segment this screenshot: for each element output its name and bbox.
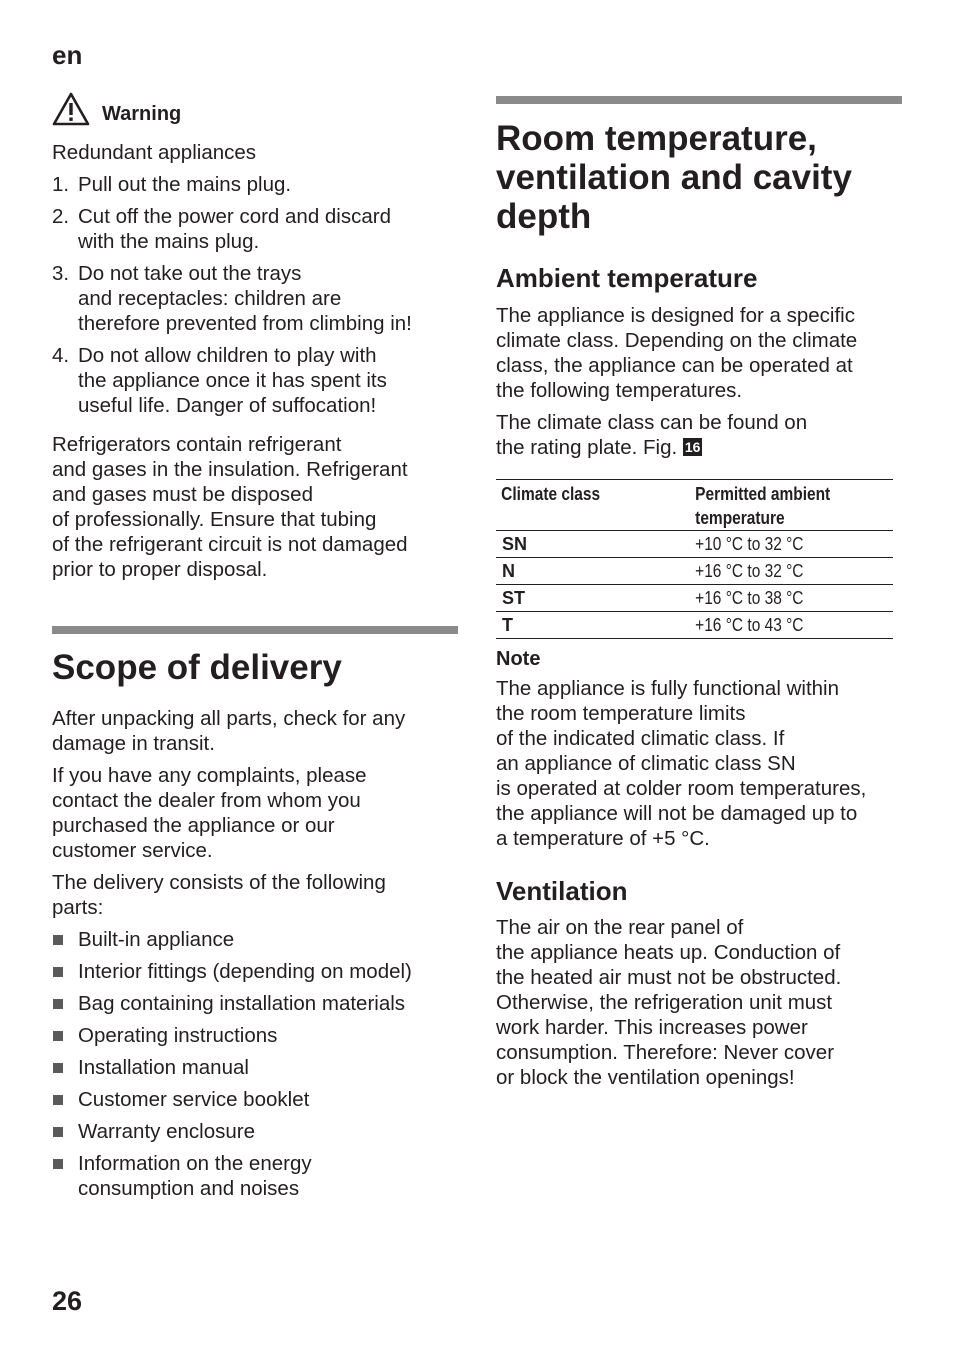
text-line: The appliance is fully functional within: [496, 677, 839, 700]
step-line: and receptacles: children are: [78, 287, 342, 310]
warning-step: [52, 172, 458, 197]
scope-paragraph-3: [52, 870, 458, 920]
climate-class-cell: SN: [502, 534, 528, 554]
step-line: therefore prevented from climbing in!: [78, 312, 412, 335]
text-line: the rating plate. Fig.: [496, 436, 678, 459]
step-line: Do not take out the trays: [78, 262, 302, 285]
text-line: The appliance is designed for a specific: [496, 304, 855, 327]
text-line: customer service.: [52, 839, 213, 862]
ambient-heading: Ambient temperature: [496, 263, 758, 293]
item-text: Operating instructions: [78, 1024, 278, 1047]
ventilation-paragraph: [496, 915, 902, 1090]
right-column: [496, 96, 902, 1090]
list-item: [52, 927, 458, 952]
page-number: 26: [52, 1286, 83, 1316]
table-row: [496, 612, 893, 639]
text-line: is operated at colder room temperatures,: [496, 777, 867, 800]
bullet-square-icon: [53, 1031, 63, 1041]
item-text: Interior fittings (depending on model): [78, 960, 412, 983]
room-title: [496, 119, 902, 236]
language-code: en: [52, 40, 83, 70]
warning-header: [52, 88, 458, 126]
climate-class-table: [496, 479, 893, 639]
left-column: [52, 88, 458, 1208]
warning-step: [52, 204, 458, 254]
temperature-range-cell: +16 °C to 32 °C: [695, 561, 804, 581]
table-row: [496, 585, 893, 612]
column-header-permitted-temperature: [690, 480, 865, 531]
table-header-row: [496, 480, 893, 531]
text-line: parts:: [52, 896, 104, 919]
step-number: 2.: [52, 205, 70, 228]
delivery-parts-list: [52, 927, 458, 1201]
text-line: class, the appliance can be operated at: [496, 354, 853, 377]
text-line: prior to proper disposal.: [52, 558, 268, 581]
note-paragraph: [496, 676, 902, 851]
text-line: an appliance of climatic class SN: [496, 752, 796, 775]
text-line: the appliance heats up. Conduction of: [496, 941, 841, 964]
text-line: of the indicated climatic class. If: [496, 727, 785, 750]
text-line: Otherwise, the refrigeration unit must: [496, 991, 833, 1014]
text-line: the appliance will not be damaged up to: [496, 802, 858, 825]
warning-steps: [52, 172, 458, 418]
list-item: [52, 1119, 458, 1144]
bullet-square-icon: [53, 1095, 63, 1105]
climate-class-cell: ST: [502, 588, 526, 608]
list-item: [52, 1151, 458, 1201]
item-text: Built-in appliance: [78, 928, 235, 951]
step-number: 4.: [52, 344, 70, 367]
text-line: the following temperatures.: [496, 379, 743, 402]
item-text: Information on the energy: [78, 1152, 312, 1175]
scope-paragraph-1: [52, 706, 458, 756]
bullet-square-icon: [53, 1159, 63, 1169]
text-line: and gases must be disposed: [52, 483, 313, 506]
text-line: damage in transit.: [52, 732, 215, 755]
step-line: the appliance once it has spent its: [78, 369, 387, 392]
title-line: Room temperature,: [496, 119, 817, 158]
warning-triangle-icon: [52, 92, 90, 126]
ambient-paragraph-1: [496, 303, 902, 403]
warning-step: [52, 261, 458, 336]
warning-intro: Redundant appliances: [52, 141, 257, 164]
climate-class-cell: N: [502, 561, 515, 581]
text-line: The climate class can be found on: [496, 411, 808, 434]
text-line: a temperature of +5 °C.: [496, 827, 710, 850]
text-line: climate class. Depending on the climate: [496, 329, 858, 352]
text-line: If you have any complaints, please: [52, 764, 367, 787]
text-line: contact the dealer from whom you: [52, 789, 361, 812]
bullet-square-icon: [53, 1063, 63, 1073]
step-line: Pull out the mains plug.: [78, 173, 292, 196]
scope-paragraph-2: [52, 763, 458, 863]
column-header-climate-class: Climate class: [501, 484, 601, 504]
temperature-range-cell: +16 °C to 43 °C: [695, 615, 804, 635]
refrigerant-paragraph: [52, 432, 458, 582]
item-text: Bag containing installation materials: [78, 992, 406, 1015]
ventilation-heading: Ventilation: [496, 876, 628, 906]
text-line: Refrigerators contain refrigerant: [52, 433, 342, 456]
text-line: or block the ventilation openings!: [496, 1066, 795, 1089]
table-row: [496, 531, 893, 558]
bullet-square-icon: [53, 935, 63, 945]
text-line: purchased the appliance or our: [52, 814, 335, 837]
step-line: useful life. Danger of suffocation!: [78, 394, 377, 417]
text-line: and gases in the insulation. Refrigerant: [52, 458, 408, 481]
text-line: of the refrigerant circuit is not damaged: [52, 533, 408, 556]
climate-class-cell: T: [502, 615, 513, 635]
step-number: 3.: [52, 262, 70, 285]
step-number: 1.: [52, 173, 70, 196]
note-label: Note: [496, 648, 541, 670]
item-text: Warranty enclosure: [78, 1120, 255, 1143]
header-line: temperature: [695, 508, 785, 528]
list-item: [52, 1055, 458, 1080]
step-line: Do not allow children to play with: [78, 344, 377, 367]
step-line: with the mains plug.: [78, 230, 260, 253]
text-line: The delivery consists of the following: [52, 871, 386, 894]
text-line: the heated air must not be obstructed.: [496, 966, 842, 989]
text-line: of professionally. Ensure that tubing: [52, 508, 377, 531]
text-line: consumption. Therefore: Never cover: [496, 1041, 835, 1064]
list-item: [52, 959, 458, 984]
table-row: [496, 558, 893, 585]
list-item: [52, 1087, 458, 1112]
warning-step: [52, 343, 458, 418]
ambient-paragraph-2: [496, 410, 902, 460]
header-line: Permitted ambient: [695, 484, 831, 504]
section-divider: [52, 626, 458, 634]
temperature-range-cell: +16 °C to 38 °C: [695, 588, 804, 608]
item-text: Customer service booklet: [78, 1088, 310, 1111]
bullet-square-icon: [53, 1127, 63, 1137]
scope-title: Scope of delivery: [52, 648, 342, 687]
text-line: work harder. This increases power: [496, 1016, 808, 1039]
section-divider: [496, 96, 902, 104]
text-line: the room temperature limits: [496, 702, 746, 725]
text-line: After unpacking all parts, check for any: [52, 707, 406, 730]
figure-reference-badge: 16: [684, 439, 701, 455]
title-line: ventilation and cavity: [496, 158, 852, 197]
bullet-square-icon: [53, 999, 63, 1009]
temperature-range-cell: +10 °C to 32 °C: [695, 534, 804, 554]
item-text: consumption and noises: [78, 1177, 300, 1200]
warning-label: Warning: [102, 103, 182, 125]
title-line: depth: [496, 197, 592, 236]
item-text: Installation manual: [78, 1056, 249, 1079]
bullet-square-icon: [53, 967, 63, 977]
list-item: [52, 1023, 458, 1048]
step-line: Cut off the power cord and discard: [78, 205, 391, 228]
list-item: [52, 991, 458, 1016]
text-line: The air on the rear panel of: [496, 916, 744, 939]
